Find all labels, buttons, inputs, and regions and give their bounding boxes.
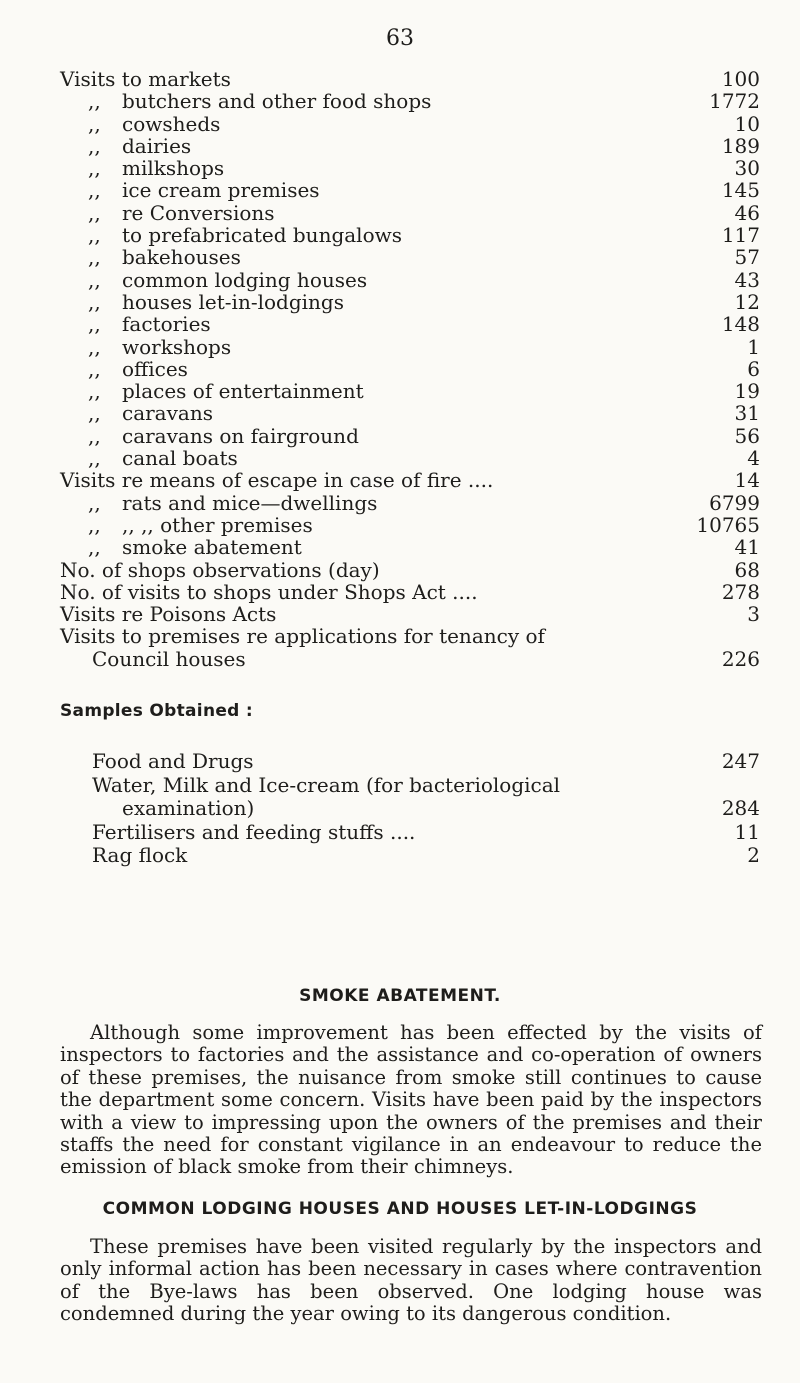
visits-row bbox=[60, 336, 760, 358]
visits-label: butchers and other food shops bbox=[122, 89, 432, 114]
visits-value: 19 bbox=[734, 379, 760, 404]
ditto-mark: ,, bbox=[88, 423, 101, 448]
ditto-mark: ,, bbox=[88, 178, 101, 203]
visits-value: 1 bbox=[747, 334, 760, 359]
visits-value: 1772 bbox=[709, 89, 760, 114]
visits-value: 31 bbox=[734, 401, 760, 426]
visits-value: 3 bbox=[747, 602, 760, 627]
visits-row bbox=[60, 469, 760, 491]
visits-row bbox=[60, 291, 760, 313]
ditto-mark: ,, bbox=[88, 512, 101, 537]
visits-label: re Conversions bbox=[122, 200, 275, 225]
visits-value: 148 bbox=[721, 312, 760, 337]
visits-label: rats and mice—dwellings bbox=[122, 490, 378, 515]
ditto-mark: ,, bbox=[88, 312, 101, 337]
ditto-mark: ,, bbox=[88, 89, 101, 114]
visits-row bbox=[60, 603, 760, 625]
samples-row bbox=[60, 844, 760, 868]
samples-value: 2 bbox=[747, 843, 760, 867]
ditto-mark: ,, bbox=[88, 446, 101, 471]
samples-table bbox=[60, 750, 760, 868]
visits-table bbox=[60, 68, 760, 670]
lodging-houses-paragraph bbox=[60, 1236, 762, 1326]
samples-value: 247 bbox=[721, 749, 760, 773]
visits-value: 56 bbox=[734, 423, 760, 448]
visits-row bbox=[60, 68, 760, 90]
visits-label: Visits re means of escape in case of fire .... bbox=[60, 468, 494, 493]
visits-value: 189 bbox=[721, 133, 760, 158]
visits-row bbox=[60, 179, 760, 201]
visits-value: 10 bbox=[734, 111, 760, 136]
visits-label: ice cream premises bbox=[122, 178, 320, 203]
visits-row bbox=[60, 447, 760, 469]
visits-row bbox=[60, 135, 760, 157]
ditto-mark: ,, bbox=[88, 133, 101, 158]
visits-label: cowsheds bbox=[122, 111, 221, 136]
visits-row bbox=[60, 425, 760, 447]
visits-value: 100 bbox=[721, 67, 760, 91]
samples-row bbox=[60, 797, 760, 821]
visits-row bbox=[60, 157, 760, 179]
visits-value: 278 bbox=[721, 579, 760, 604]
ditto-mark: ,, bbox=[88, 156, 101, 181]
visits-value: 117 bbox=[721, 223, 760, 248]
visits-value: 46 bbox=[734, 200, 760, 225]
ditto-mark: ,, bbox=[88, 334, 101, 359]
visits-label: smoke abatement bbox=[122, 535, 302, 560]
ditto-mark: ,, bbox=[88, 223, 101, 248]
visits-label: common lodging houses bbox=[122, 267, 368, 292]
visits-label: No. of shops observations (day) bbox=[60, 557, 380, 582]
ditto-mark: ,, bbox=[88, 245, 101, 270]
visits-label: caravans bbox=[122, 401, 213, 426]
visits-row bbox=[60, 380, 760, 402]
smoke-abatement-heading: SMOKE ABATEMENT. bbox=[299, 986, 501, 1006]
visits-value: 145 bbox=[721, 178, 760, 203]
visits-row bbox=[60, 536, 760, 558]
ditto-mark: ,, bbox=[88, 289, 101, 314]
ditto-mark: ,, bbox=[88, 356, 101, 381]
ditto-mark: ,, bbox=[88, 379, 101, 404]
visits-label: houses let-in-lodgings bbox=[122, 289, 344, 314]
visits-value: 10765 bbox=[696, 512, 760, 537]
samples-row bbox=[60, 821, 760, 845]
samples-label: Fertilisers and feeding stuffs .... bbox=[92, 819, 416, 844]
visits-label: Council houses bbox=[92, 646, 246, 671]
ditto-mark: ,, bbox=[88, 267, 101, 292]
visits-label: offices bbox=[122, 356, 188, 381]
visits-value: 12 bbox=[734, 289, 760, 314]
samples-value: 11 bbox=[734, 819, 760, 844]
visits-value: 4 bbox=[747, 446, 760, 471]
visits-value: 6799 bbox=[709, 490, 760, 515]
visits-value: 68 bbox=[734, 557, 760, 582]
visits-row bbox=[60, 648, 760, 670]
lodging-houses-heading: COMMON LODGING HOUSES AND HOUSES LET-IN-LODGINGS bbox=[102, 1199, 698, 1219]
ditto-mark: ,, bbox=[88, 401, 101, 426]
smoke-abatement-text: Although some improvement has been effected by the visits of inspectors to factories and the assistance and co-operation of owners of these premises, the nuisance from smoke still continues to cause the department some concern. Visits have been paid by the inspectors with a view to impressing upon the owners of the premises and their staffs the need for constant vigilance in an endeavour to reduce the emission of black smoke from their chimneys. bbox=[60, 1021, 762, 1179]
visits-row bbox=[60, 224, 760, 246]
ditto-mark: ,, bbox=[88, 200, 101, 225]
visits-label: ,, ,, other premises bbox=[122, 512, 313, 537]
visits-value: 30 bbox=[734, 156, 760, 181]
visits-value: 226 bbox=[721, 646, 760, 671]
visits-label: bakehouses bbox=[122, 245, 241, 270]
visits-value: 41 bbox=[734, 535, 760, 560]
samples-heading: Samples Obtained : bbox=[60, 701, 253, 721]
visits-value: 14 bbox=[734, 468, 760, 493]
lodging-houses-text: These premises have been visited regularly by the inspectors and only informal action has been necessary in cases where contravention of the Bye-laws has been observed. One lodging house was condemned during the year owing to its dangerous condition. bbox=[60, 1235, 762, 1326]
visits-label: Visits to markets bbox=[60, 67, 231, 91]
visits-row bbox=[60, 358, 760, 380]
visits-row bbox=[60, 202, 760, 224]
visits-label: milkshops bbox=[122, 156, 225, 181]
smoke-abatement-paragraph bbox=[60, 1022, 762, 1179]
ditto-mark: ,, bbox=[88, 490, 101, 515]
samples-label: examination) bbox=[122, 796, 255, 820]
visits-label: caravans on fairground bbox=[122, 423, 359, 448]
ditto-mark: ,, bbox=[88, 535, 101, 560]
visits-label: places of entertainment bbox=[122, 379, 364, 404]
visits-row bbox=[60, 492, 760, 514]
visits-row bbox=[60, 113, 760, 135]
visits-label: Visits to premises re applications for tenancy of bbox=[60, 624, 545, 649]
visits-label: Visits re Poisons Acts bbox=[60, 602, 277, 627]
visits-label: No. of visits to shops under Shops Act .... bbox=[60, 579, 478, 604]
visits-value: 57 bbox=[734, 245, 760, 270]
visits-row bbox=[60, 559, 760, 581]
visits-label: dairies bbox=[122, 133, 192, 158]
samples-value: 284 bbox=[721, 796, 760, 820]
visits-row bbox=[60, 514, 760, 536]
ditto-mark: ,, bbox=[88, 111, 101, 136]
samples-label: Food and Drugs bbox=[92, 749, 254, 773]
page-number: 63 bbox=[386, 26, 414, 51]
visits-row bbox=[60, 269, 760, 291]
visits-row bbox=[60, 313, 760, 335]
visits-row bbox=[60, 90, 760, 112]
samples-label: Water, Milk and Ice-cream (for bacteriological bbox=[92, 772, 561, 797]
samples-label: Rag flock bbox=[92, 843, 188, 867]
samples-row bbox=[60, 750, 760, 774]
visits-row bbox=[60, 581, 760, 603]
visits-row bbox=[60, 246, 760, 268]
visits-label: to prefabricated bungalows bbox=[122, 223, 402, 248]
visits-row bbox=[60, 625, 760, 647]
samples-row bbox=[60, 774, 760, 798]
visits-label: workshops bbox=[122, 334, 232, 359]
visits-value: 6 bbox=[747, 356, 760, 381]
visits-row bbox=[60, 402, 760, 424]
visits-label: canal boats bbox=[122, 446, 238, 471]
visits-value: 43 bbox=[734, 267, 760, 292]
visits-label: factories bbox=[122, 312, 211, 337]
